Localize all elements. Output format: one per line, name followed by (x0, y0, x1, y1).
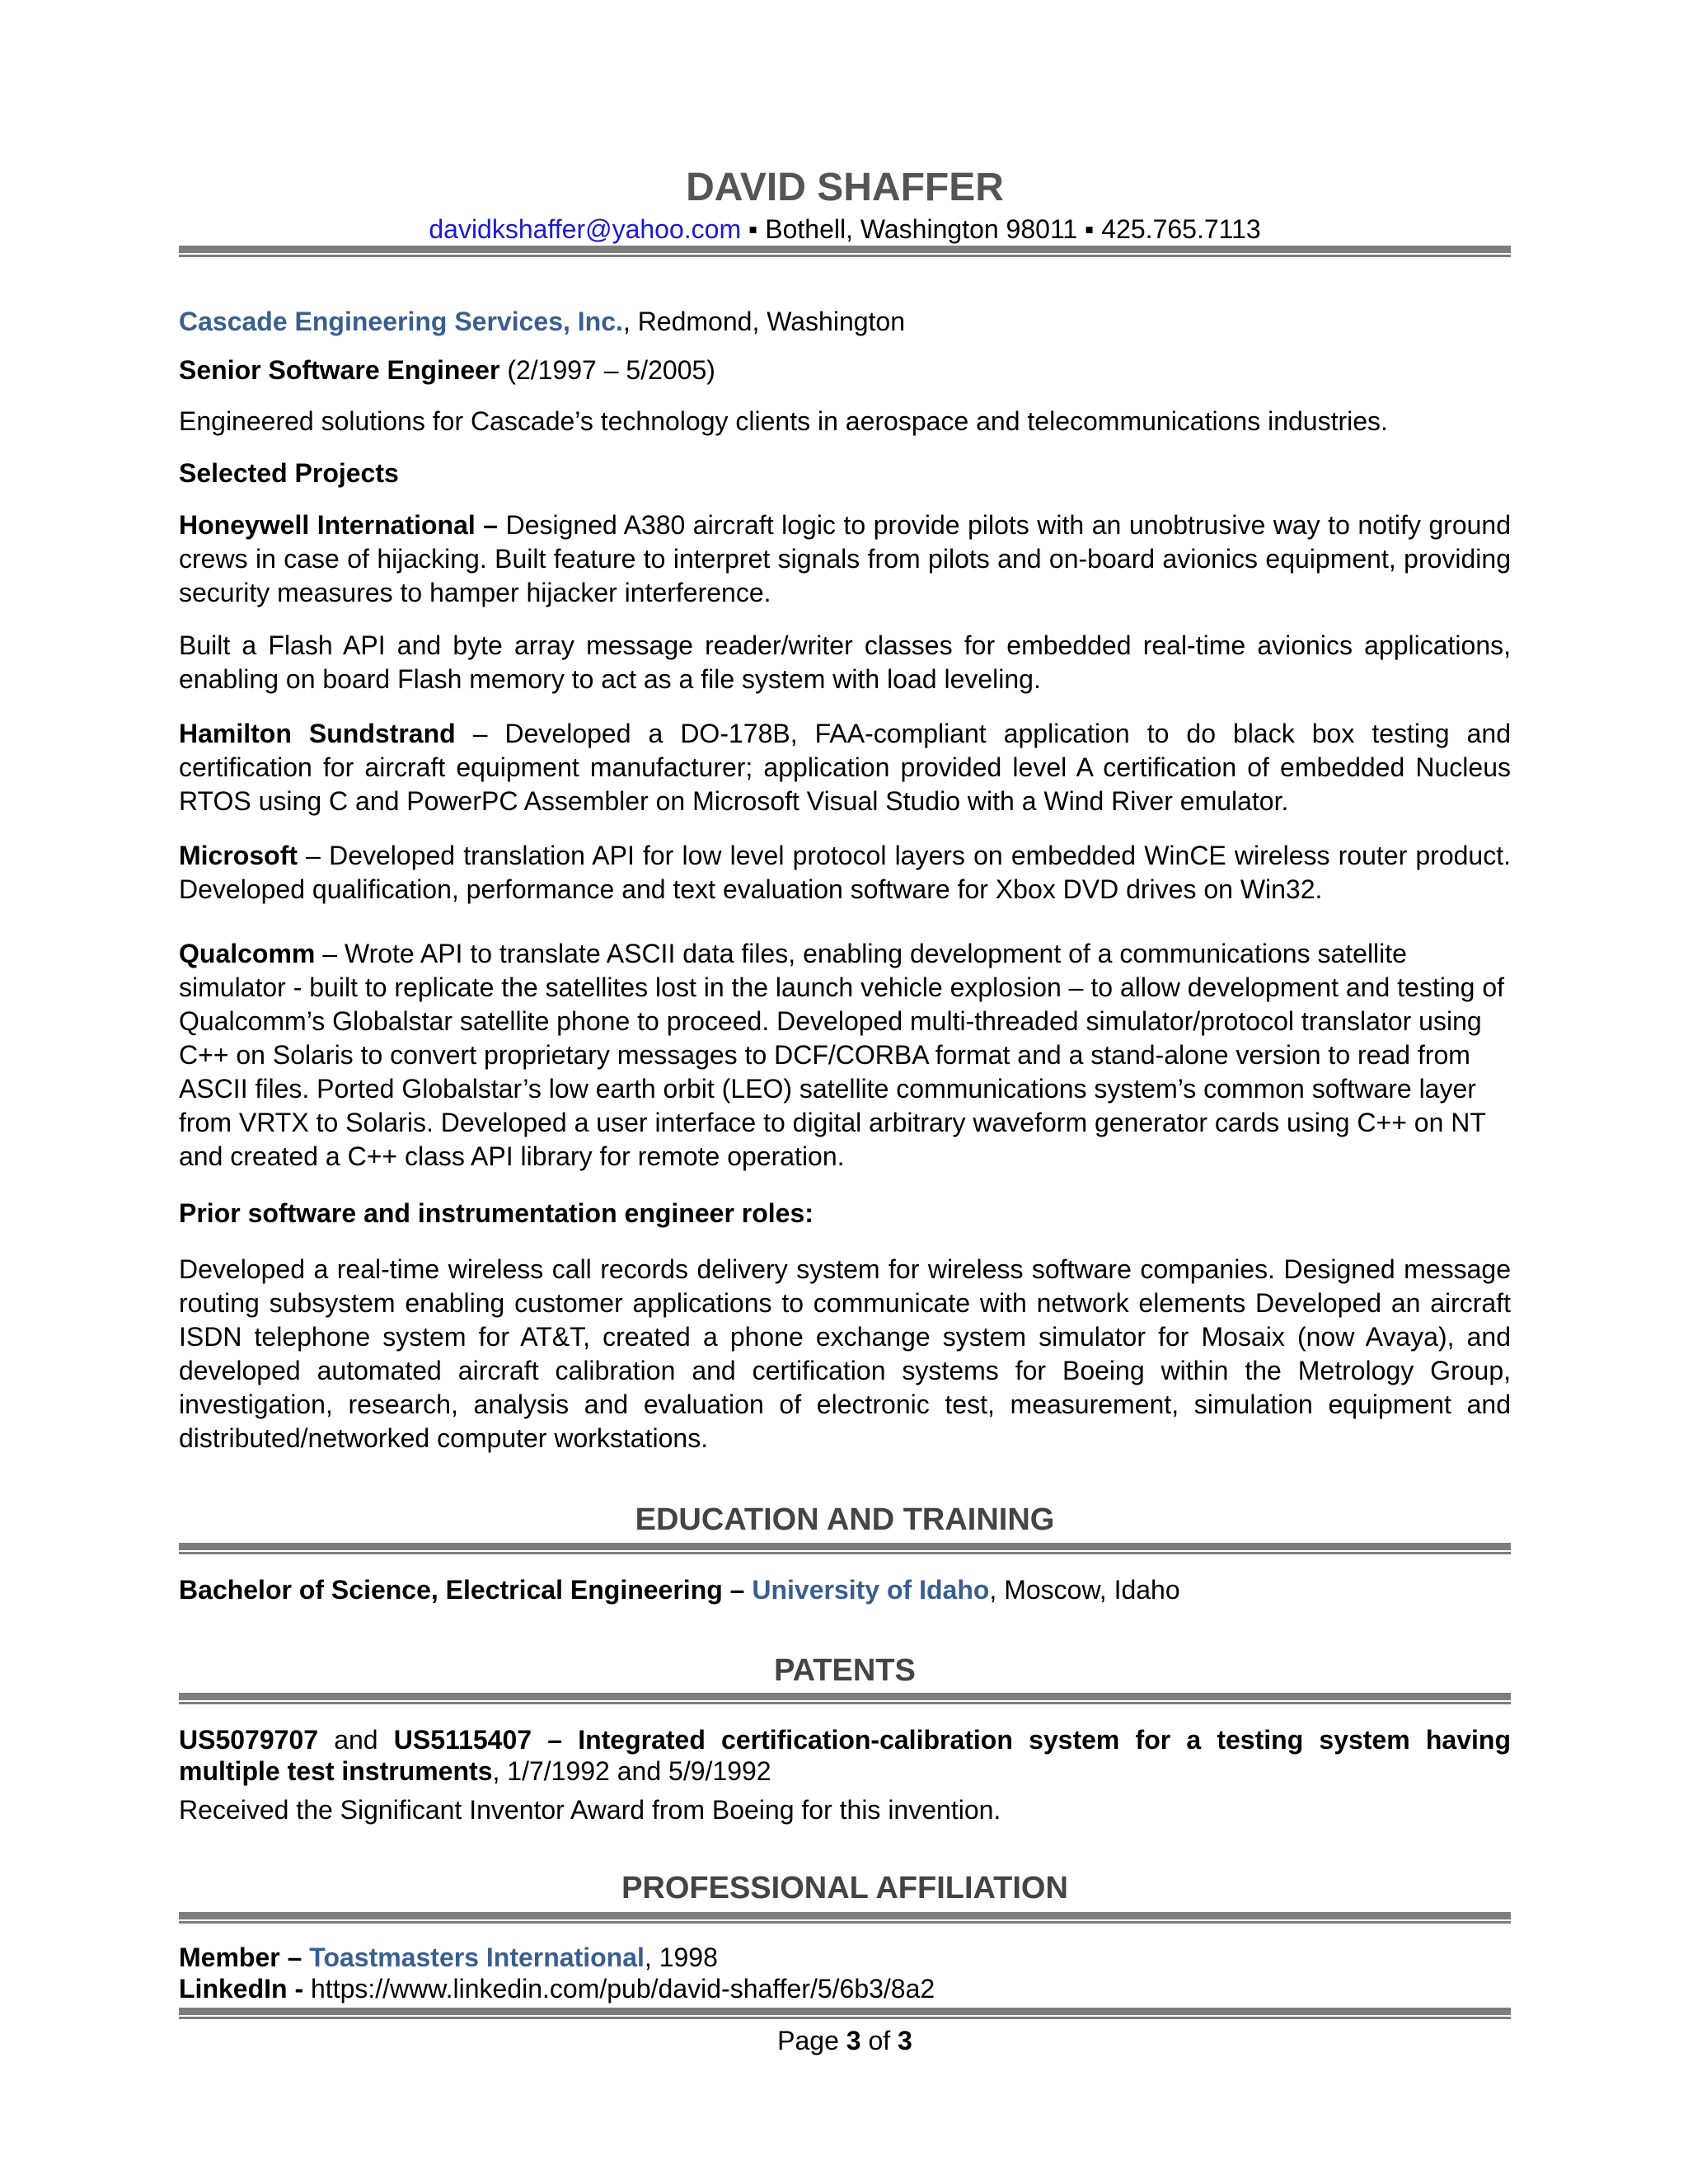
project-client: Microsoft (179, 841, 298, 870)
patent-number: US5079707 (179, 1725, 319, 1755)
organization-name: Toastmasters International (309, 1943, 645, 1972)
prior-roles-text: Developed a real-time wireless call records delivery system for wireless software companies. Designed message routing subsystem enabling customer applications to communicate with network elements Developed an aircraft ISDN telephone system for AT&T, created a phone exchange system simulator for Mosaix (now Avaya), and developed automated aircraft calibration and certification systems for Boeing within the Metrology Group, investigation, research, analysis and evaluation of electronic test, measurement, simulation equipment and distributed/networked computer workstations. (179, 1254, 1511, 1453)
project-microsoft (179, 839, 1511, 907)
degree: Bachelor of Science, Electrical Engineering – (179, 1575, 745, 1605)
job-dates: (2/1997 – 5/2005) (499, 355, 715, 385)
linkedin-line (179, 1973, 1511, 2004)
linkedin-label: LinkedIn - (179, 1974, 304, 2004)
contact-separator: ▪ (741, 214, 766, 244)
project-description: Designed A380 aircraft logic to provide pilots with an unobtrusive way to notify ground crews in case of hijacking. Built feature to interpret signals from pilots and on-board avionics equipment, providing security measures to hamper hijacker interference. (179, 510, 1512, 607)
page-total: 3 (898, 2026, 912, 2055)
project-client: Qualcomm (179, 939, 316, 968)
page-number (179, 2024, 1511, 2057)
membership-year: , 1998 (644, 1943, 718, 1972)
job-summary: Engineered solutions for Cascade’s technology clients in aerospace and telecommunications industries. (179, 406, 1388, 436)
project-client: Hamilton Sundstrand (179, 719, 456, 748)
project-description: – Wrote API to translate ASCII data files, enabling development of a communications satellite simulator - built to replicate the satellites lost in the launch vehicle explosion – to allow development and testing of Qualcomm’s Globalstar satellite phone to proceed. Developed multi-threaded simulator/protocol translator using C++ on Solaris to convert proprietary messages to DCF/CORBA format and a stand-alone version to read from ASCII files. Ported Globalstar’s low earth orbit (LEO) satellite communications system’s common software layer from VRTX to Solaris. Developed a user interface to digital arbitrary waveform generator cards using C++ on NT and created a C++ class API library for remote operation. (179, 939, 1505, 1171)
page-current: 3 (846, 2026, 861, 2055)
patent-number: US5115407 (393, 1725, 532, 1755)
patent-and: and (318, 1725, 394, 1755)
company-location: , Redmond, Washington (622, 307, 906, 336)
school-location: , Moscow, Idaho (989, 1575, 1180, 1605)
candidate-name: DAVID SHAFFER (686, 166, 1004, 209)
patent-award: Received the Significant Inventor Award from Boeing for this invention. (179, 1795, 1001, 1825)
page-of: of (860, 2026, 898, 2055)
project-client: Honeywell International – (179, 510, 499, 540)
job-title: Senior Software Engineer (179, 355, 500, 385)
member-label: Member – (179, 1943, 302, 1972)
company-name: Cascade Engineering Services, Inc. (179, 307, 623, 336)
project-honeywell (179, 509, 1511, 610)
education-divider (179, 1543, 1511, 1554)
patent-title: – Integrated certification-calibration system for a testing system having multiple test instruments (179, 1725, 1512, 1786)
company-line (179, 305, 1511, 339)
contact-separator: ▪ (1077, 214, 1102, 244)
patents-heading: PATENTS (774, 1653, 916, 1688)
project-qualcomm (179, 937, 1511, 1174)
job-title-line (179, 354, 1511, 387)
prior-roles-heading: Prior software and instrumentation engineer roles: (179, 1198, 814, 1228)
project-description: – Developed translation API for low level protocol layers on embedded WinCE wireless router product. Developed qualification, performance and text evaluation software for Xbox DVD drives on Win32. (179, 841, 1511, 904)
project-hamilton (179, 717, 1511, 818)
contact-phone: 425.765.7113 (1101, 214, 1261, 244)
email-link[interactable]: davidkshaffer@yahoo.com (429, 214, 742, 244)
patent-entry (179, 1724, 1511, 1787)
footer-divider (179, 2008, 1511, 2019)
project-description: – Developed a DO-178B, FAA-compliant application to do black box testing and certification for aircraft equipment manufacturer; application provided level A certification of embedded Nucleus RTOS using C and PowerPC Assembler on Microsoft Visual Studio with a Wind River emulator. (179, 719, 1512, 816)
page-prefix: Page (777, 2026, 846, 2055)
header-divider (179, 246, 1511, 257)
affiliation-heading: PROFESSIONAL AFFILIATION (621, 1871, 1068, 1905)
contact-location: Bothell, Washington 98011 (765, 214, 1078, 244)
projects-heading: Selected Projects (179, 458, 399, 488)
education-entry (179, 1573, 1511, 1607)
affiliation-divider (179, 1912, 1511, 1924)
education-heading: EDUCATION AND TRAINING (635, 1502, 1055, 1537)
patents-divider (179, 1693, 1511, 1704)
project-honeywell-extra: Built a Flash API and byte array message reader/writer classes for embedded real-time avionics applications, enabling on board Flash memory to act as a file system with load leveling. (179, 630, 1511, 694)
membership-line (179, 1942, 1511, 1973)
school-name: University of Idaho (752, 1575, 990, 1605)
patent-dates: , 1/7/1992 and 5/9/1992 (492, 1756, 771, 1786)
contact-line (179, 213, 1511, 246)
linkedin-url[interactable]: https://www.linkedin.com/pub/david-shaffer/5/6b3/8a2 (311, 1974, 935, 2004)
